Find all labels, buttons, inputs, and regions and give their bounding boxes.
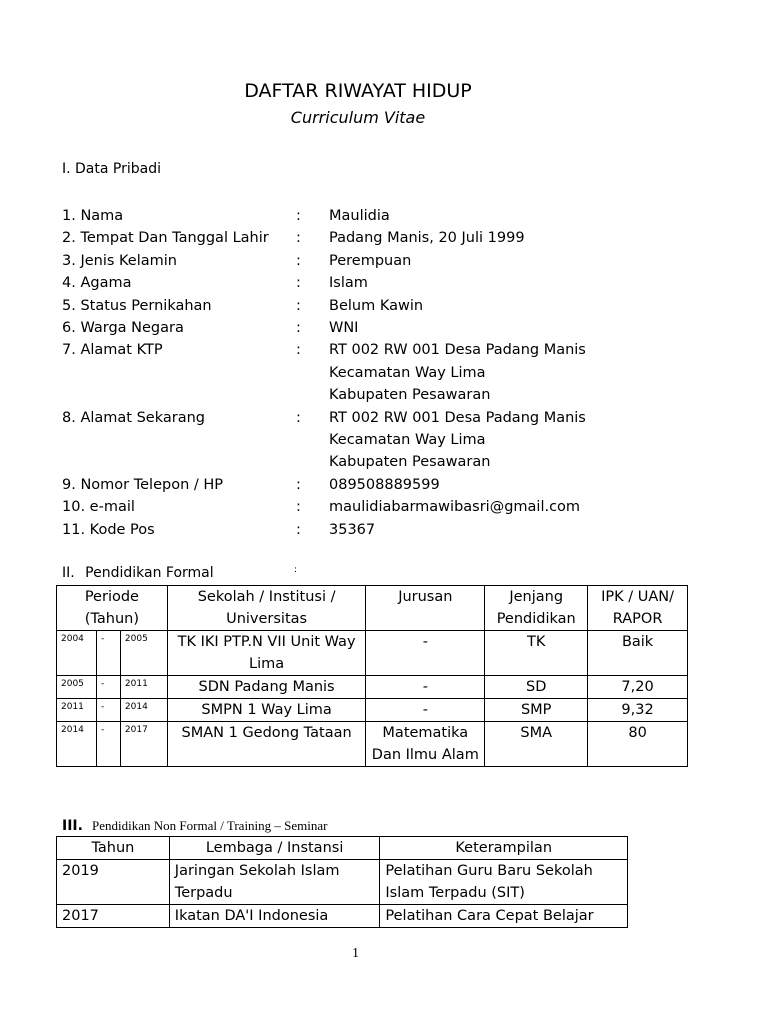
page-number: 1: [352, 946, 359, 961]
field-value: Kabupaten Pesawaran: [329, 387, 491, 404]
nonformal-education-table: [56, 836, 628, 928]
period-dash: -: [96, 699, 120, 722]
period-to: 2005: [120, 631, 167, 676]
major-cell: -: [366, 699, 485, 722]
field-colon: :: [296, 208, 301, 224]
institution-cell: Ikatan DA'I Indonesia: [169, 905, 380, 928]
period-dash: -: [96, 722, 120, 767]
field-value: Padang Manis, 20 Juli 1999: [329, 230, 525, 247]
field-value: 089508889599: [329, 476, 440, 493]
level-cell: SMP: [485, 699, 588, 722]
section2-heading-number: II.: [62, 565, 75, 581]
field-label: 8. Alamat Sekarang: [62, 409, 205, 426]
period-to: 2017: [120, 722, 167, 767]
level-cell: SD: [485, 676, 588, 699]
period-to: 2011: [120, 676, 167, 699]
formal-education-table: [56, 585, 688, 767]
field-colon: :: [296, 275, 301, 292]
field-value: maulidiabarmawibasri@gmail.com: [329, 499, 581, 516]
school-cell: SDN Padang Manis: [167, 676, 366, 699]
field-colon: :: [296, 499, 301, 516]
field-value: Belum Kawin: [329, 297, 424, 314]
section3-heading-text: Pendidikan Non Formal / Training – Seminar: [92, 818, 328, 833]
field-value: WNI: [329, 320, 359, 336]
skill-cell: Pelatihan Guru Baru Sekolah Islam Terpadu (SIT): [380, 860, 628, 905]
period-from: 2004: [57, 631, 97, 676]
header-keterampilan: Keterampilan: [380, 837, 628, 860]
field-value: 35367: [329, 521, 376, 538]
field-label: 10. e-mail: [62, 499, 135, 516]
score-cell: Baik: [588, 631, 688, 676]
field-label: 5. Status Pernikahan: [62, 297, 212, 314]
table-row: [57, 699, 688, 722]
header-periode: Periode (Tahun): [57, 586, 168, 631]
table-row: [57, 722, 688, 767]
table-header-row: [57, 837, 628, 860]
field-colon: :: [296, 320, 301, 336]
header-tahun: Tahun: [57, 837, 170, 860]
institution-cell: Jaringan Sekolah Islam Terpadu: [169, 860, 380, 905]
section3-heading-number: III.: [62, 818, 83, 834]
header-jurusan: Jurusan: [366, 586, 485, 631]
major-cell: Matematika Dan Ilmu Alam: [366, 722, 485, 767]
period-to: 2014: [120, 699, 167, 722]
field-label: 7. Alamat KTP: [62, 342, 163, 359]
header-jenjang: Jenjang Pendidikan: [485, 586, 588, 631]
period-from: 2014: [57, 722, 97, 767]
section2-heading-colon: :: [294, 565, 298, 575]
score-cell: 80: [588, 722, 688, 767]
field-value: Kecamatan Way Lima: [329, 431, 486, 448]
section1-heading: I. Data Pribadi: [62, 161, 161, 177]
header-lembaga: Lembaga / Instansi: [169, 837, 380, 860]
field-value: RT 002 RW 001 Desa Padang Manis: [329, 409, 586, 426]
field-colon: :: [296, 252, 301, 269]
field-colon: :: [296, 409, 301, 426]
period-from: 2011: [57, 699, 97, 722]
field-value: Kabupaten Pesawaran: [329, 454, 491, 471]
score-cell: 7,20: [588, 676, 688, 699]
level-cell: TK: [485, 631, 588, 676]
field-value: Perempuan: [329, 252, 412, 269]
year-cell: 2017: [57, 905, 170, 928]
skill-cell: Pelatihan Cara Cepat Belajar: [380, 905, 628, 928]
table-row: [57, 860, 628, 905]
score-cell: 9,32: [588, 699, 688, 722]
field-label: 1. Nama: [62, 208, 124, 224]
header-ipk: IPK / UAN/ RAPOR: [588, 586, 688, 631]
school-cell: TK IKI PTP.N VII Unit Way Lima: [167, 631, 366, 676]
level-cell: SMA: [485, 722, 588, 767]
field-label: 3. Jenis Kelamin: [62, 252, 177, 269]
section2-heading-text: Pendidikan Formal: [85, 565, 214, 581]
table-row: [57, 905, 628, 928]
header-sekolah: Sekolah / Institusi / Universitas: [167, 586, 366, 631]
field-value: Kecamatan Way Lima: [329, 364, 486, 381]
period-dash: -: [96, 631, 120, 676]
field-value: Maulidia: [329, 208, 390, 224]
table-header-row: [57, 586, 688, 631]
field-value: Islam: [329, 275, 368, 292]
period-dash: -: [96, 676, 120, 699]
section2-heading: [62, 565, 298, 581]
document-subtitle: Curriculum Vitae: [290, 108, 426, 127]
school-cell: SMAN 1 Gedong Tataan: [167, 722, 366, 767]
period-from: 2005: [57, 676, 97, 699]
school-cell: SMPN 1 Way Lima: [167, 699, 366, 722]
field-label: 6. Warga Negara: [62, 320, 184, 336]
section3-heading: [62, 815, 328, 834]
field-label: 9. Nomor Telepon / HP: [62, 476, 224, 493]
major-cell: -: [366, 676, 485, 699]
field-colon: :: [296, 297, 301, 314]
major-cell: -: [366, 631, 485, 676]
field-colon: :: [296, 342, 301, 359]
field-colon: :: [296, 230, 301, 247]
table-row: [57, 676, 688, 699]
field-value: RT 002 RW 001 Desa Padang Manis: [329, 342, 586, 359]
field-label: 11. Kode Pos: [62, 521, 155, 538]
field-colon: :: [296, 476, 301, 493]
table-row: [57, 631, 688, 676]
field-colon: :: [296, 521, 301, 538]
year-cell: 2019: [57, 860, 170, 905]
field-label: 2. Tempat Dan Tanggal Lahir: [62, 230, 269, 247]
field-label: 4. Agama: [62, 275, 132, 292]
document-title: DAFTAR RIWAYAT HIDUP: [244, 80, 472, 102]
